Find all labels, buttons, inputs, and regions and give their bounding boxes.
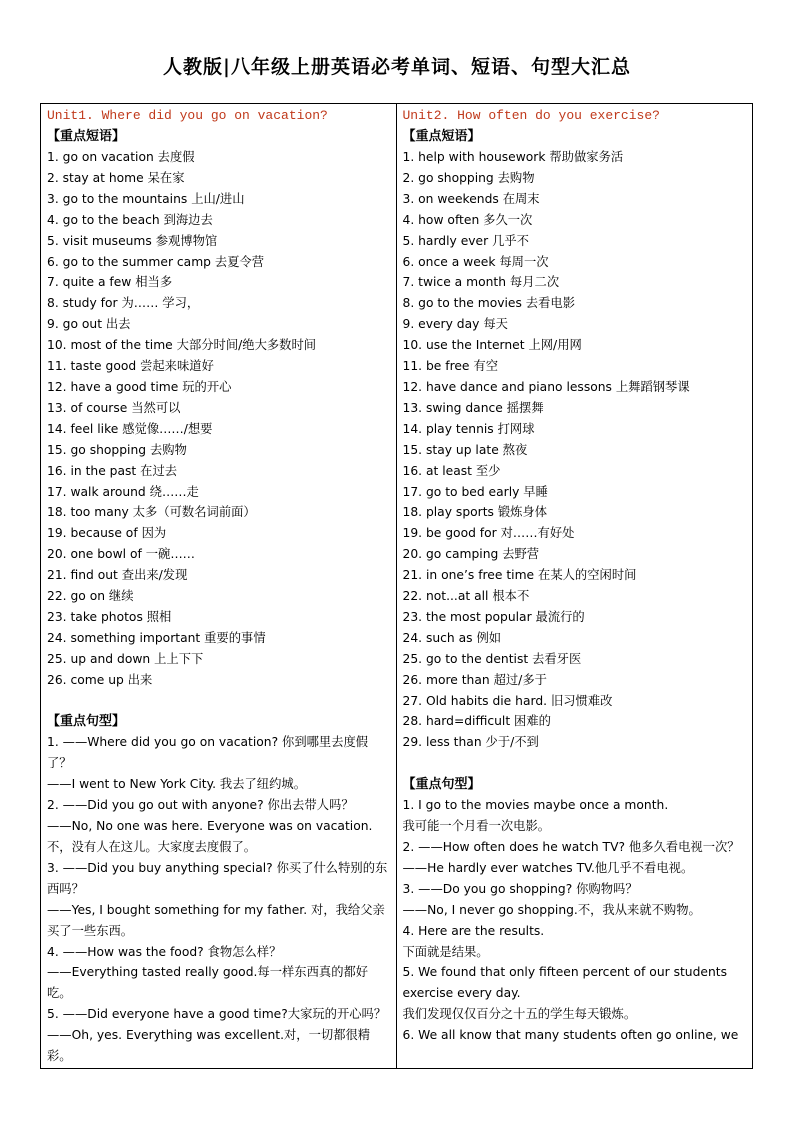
page-title: 人教版|八年级上册英语必考单词、短语、句型大汇总 — [163, 56, 631, 78]
sentence-item: ——I went to New York City. 我去了纽约城。 — [47, 777, 306, 792]
phrase-item: 12. have a good time 玩的开心 — [47, 379, 232, 394]
phrase-item: 21. in one’s free time 在某人的空闲时间 — [402, 568, 637, 583]
phrase-item: 1. help with housework 帮助做家务活 — [402, 150, 624, 164]
phrase-item: 22. go on 继续 — [47, 589, 134, 604]
sentence-item: 4. Here are the results. — [402, 923, 545, 938]
unit2-sentence-list — [403, 795, 749, 1046]
unit1-sentences-label: 【重点句型】 — [47, 714, 126, 730]
unit1-phrase-list — [47, 147, 392, 691]
spacer — [403, 753, 749, 774]
vocab-table — [40, 103, 753, 1069]
unit2-heading: Unit2. How often do you exercise? — [402, 108, 660, 123]
phrase-item: 1. go on vacation 去度假 — [47, 150, 195, 164]
phrase-item: 27. Old habits die hard. 旧习惯难改 — [402, 693, 613, 708]
phrase-item: 4. go to the beach 到海边去 — [47, 212, 213, 227]
unit1-heading: Unit1. Where did you go on vacation? — [47, 108, 328, 123]
unit2-sentences-label: 【重点句型】 — [402, 777, 481, 793]
phrase-item: 12. have dance and piano lessons 上舞蹈钢琴课 — [402, 379, 690, 394]
sentence-item: ——Everything tasted really good.每一样东西真的都好吃。 — [47, 965, 369, 1001]
phrase-item: 11. taste good 尝起来味道好 — [47, 359, 214, 374]
sentence-item: 4. ——How was the food? 食物怎么样？ — [47, 944, 282, 959]
phrase-item: 22. not...at all 根本不 — [402, 589, 530, 604]
phrase-item: 7. twice a month 每月二次 — [402, 275, 560, 290]
phrase-item: 20. one bowl of 一碗…… — [47, 547, 195, 562]
sentence-item: 我可能一个月看一次电影。 — [402, 819, 551, 834]
sentence-item: ——He hardly ever watches TV.他几乎不看电视。 — [402, 860, 694, 875]
phrase-item: 7. quite a few 相当多 — [47, 275, 173, 290]
phrase-item: 6. go to the summer camp 去夏令营 — [47, 254, 265, 269]
phrase-item: 8. go to the movies 去看电影 — [402, 296, 575, 311]
sentence-item: 5. We found that only fifteen percent of our students exercise every day. — [402, 965, 727, 1001]
sentence-item: 我们发现仅仅百分之十五的学生每天锻炼。 — [402, 1007, 637, 1022]
phrase-item: 9. go out 出去 — [47, 317, 131, 332]
unit2-phrases-label: 【重点短语】 — [402, 129, 481, 144]
phrase-item: 15. go shopping 去购物 — [47, 442, 187, 457]
phrase-item: 14. play tennis 打网球 — [402, 421, 535, 436]
phrase-item: 9. every day 每天 — [402, 317, 508, 332]
sentence-item: 1. ——Where did you go on vacation? 你到哪里去度假了？ — [47, 735, 369, 771]
sentence-item: 5. ——Did everyone have a good time?大家玩的开心吗？ — [47, 1007, 387, 1022]
phrase-item: 21. find out 查出来/发现 — [47, 568, 188, 583]
phrase-item: 24. something important 重要的事情 — [47, 630, 266, 645]
phrase-item: 4. how often 多久一次 — [402, 212, 533, 227]
sentence-item: 6. We all know that many students often go online, we — [402, 1028, 739, 1043]
unit1-sentence-list — [47, 732, 392, 1067]
sentence-item: ——Oh, yes. Everything was excellent.对，一切都很精彩。 — [47, 1028, 371, 1064]
phrase-item: 6. once a week 每周一次 — [402, 254, 549, 269]
phrase-item: 17. walk around 绕……走 — [47, 484, 199, 499]
sentence-item: 3. ——Did you buy anything special? 你买了什么特别的东西吗？ — [47, 860, 388, 896]
phrase-item: 8. study for 为…… 学习， — [47, 296, 200, 311]
phrase-item: 19. be good for 对……有好处 — [402, 526, 575, 541]
phrase-item: 10. use the Internet 上网/用网 — [402, 338, 582, 353]
phrase-item: 13. of course 当然可以 — [47, 400, 181, 415]
spacer — [47, 691, 392, 712]
phrase-item: 5. visit museums 参观博物馆 — [47, 233, 218, 248]
sentence-item: 2. ——Did you go out with anyone? 你出去带人吗？ — [47, 798, 354, 813]
phrase-item: 17. go to bed early 早睡 — [402, 484, 548, 499]
phrase-item: 18. too many 太多（可数名词前面） — [47, 505, 256, 520]
phrase-item: 14. feel like 感觉像……/想要 — [47, 421, 213, 436]
phrase-item: 26. come up 出来 — [47, 672, 153, 687]
sentence-item: 1. I go to the movies maybe once a month. — [402, 798, 669, 813]
phrase-item: 28. hard=difficult 困难的 — [402, 714, 551, 729]
phrase-item: 23. take photos 照相 — [47, 609, 172, 624]
phrase-item: 19. because of 因为 — [47, 526, 167, 541]
phrase-item: 11. be free 有空 — [402, 359, 498, 374]
sentence-item: ——No, I never go shopping.不，我从来就不购物。 — [402, 902, 701, 917]
sentence-item: ——Yes, I bought something for my father. 对，我给父亲买了一些东西。 — [47, 902, 385, 938]
phrase-item: 26. more than 超过/多于 — [402, 672, 547, 687]
phrase-item: 20. go camping 去野营 — [402, 547, 540, 562]
phrase-item: 2. stay at home 呆在家 — [47, 170, 185, 185]
phrase-item: 3. go to the mountains 上山/进山 — [47, 191, 245, 206]
phrase-item: 25. go to the dentist 去看牙医 — [402, 651, 582, 666]
phrase-item: 23. the most popular 最流行的 — [402, 609, 585, 624]
phrase-item: 13. swing dance 摇摆舞 — [402, 400, 544, 415]
unit2-phrase-list — [403, 147, 749, 753]
sentence-item: 3. ——Do you go shopping? 你购物吗？ — [402, 881, 638, 896]
unit2-column — [397, 104, 753, 1068]
phrase-item: 16. in the past 在过去 — [47, 463, 178, 478]
phrase-item: 15. stay up late 熬夜 — [402, 442, 528, 457]
phrase-item: 18. play sports 锻炼身体 — [402, 505, 548, 520]
phrase-item: 24. such as 例如 — [402, 630, 502, 645]
sentence-item: 下面就是结果。 — [402, 944, 489, 959]
sentence-item: ——No, No one was here. Everyone was on vacation. 不，没有人在这儿。大家度去度假了。 — [47, 819, 373, 854]
sentence-item: 2. ——How often does he watch TV? 他多久看电视一次？ — [402, 839, 740, 854]
phrase-item: 29. less than 少于/不到 — [402, 735, 539, 750]
phrase-item: 10. most of the time 大部分时间/绝大多数时间 — [47, 338, 317, 353]
unit1-column — [41, 104, 397, 1068]
phrase-item: 5. hardly ever 几乎不 — [402, 233, 529, 248]
phrase-item: 16. at least 至少 — [402, 463, 501, 478]
phrase-item: 2. go shopping 去购物 — [402, 170, 535, 185]
phrase-item: 25. up and down 上上下下 — [47, 651, 204, 666]
phrase-item: 3. on weekends 在周末 — [402, 191, 540, 206]
unit1-phrases-label: 【重点短语】 — [47, 129, 126, 144]
